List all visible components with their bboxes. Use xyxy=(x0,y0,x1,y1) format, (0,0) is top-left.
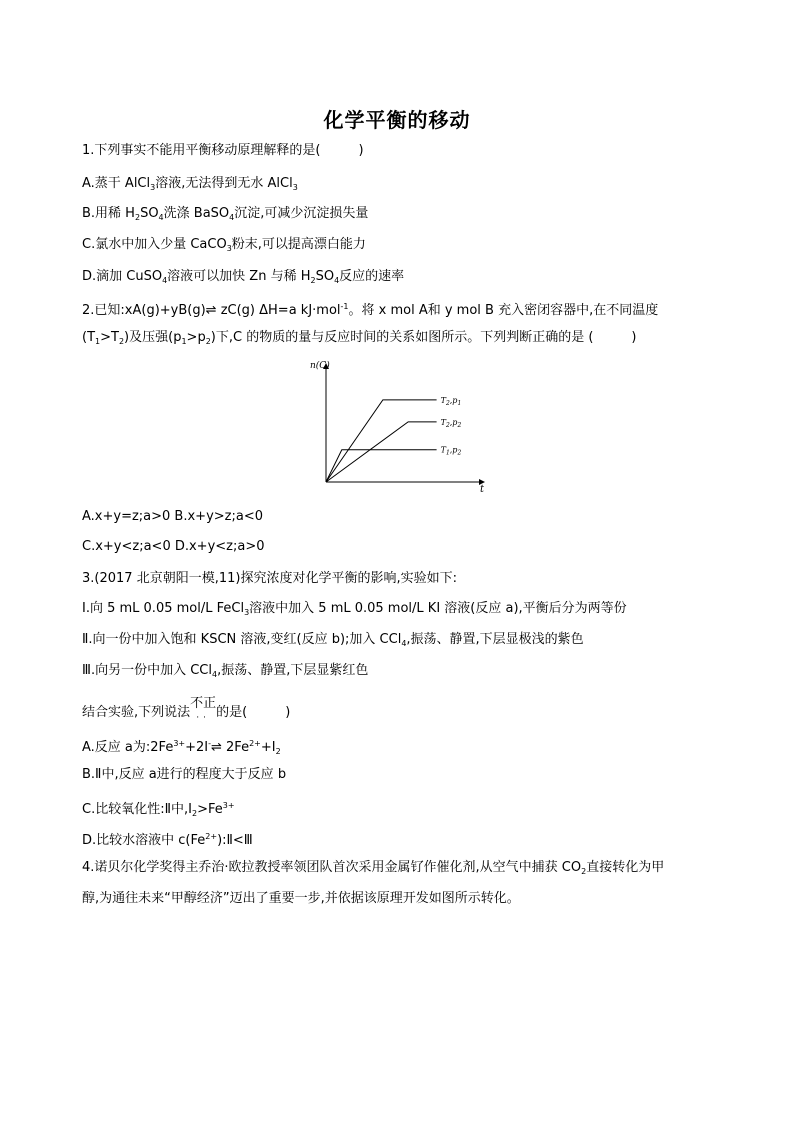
emphasis-not-correct: 不正 ·· xyxy=(190,696,217,723)
question-1-option-c: C.氯水中加入少量 CaCO$_3$粉末,可以提高漂白能力 xyxy=(82,237,366,253)
n-vs-t-chart xyxy=(306,356,496,496)
question-3-step-3: Ⅲ.向另一份中加入 CCl$_4$,振荡、静置,下层显紫红色 xyxy=(82,663,369,679)
question-3-option-a: A.反应 a为$:2Fe^{3+}+2I^-\rightleftharpoons$ $2Fe^{2+}+I_2$ xyxy=(82,739,281,756)
series-label-2: $T_2,p_2$ xyxy=(440,417,462,429)
question-3-step-2: Ⅱ.向一份中加入饱和 KSCN 溶液,变红(反应 b);加入 CCl$_4$,振荡、静置,下层显极浅的紫色 xyxy=(82,632,584,648)
page-title: 化学平衡的移动 xyxy=(323,108,471,132)
equilibrium-arrow: ⇌ xyxy=(205,303,217,318)
question-1-stem: 1.下列事实不能用平衡移动原理解释的是( ) xyxy=(82,143,364,158)
question-2-stem-line1: 2.已知:xA(g)+yB(g)⇌ zC(g) ΔH=a kJ·mol$^{-1}$。将 x mol A和 y mol B 充入密闭容器中,在不同温度 xyxy=(82,302,659,318)
question-3-stem: 3.(2017 北京朝阳一模,11)探究浓度对化学平衡的影响,实验如下: xyxy=(82,571,457,586)
question-4-stem-line2: 醇,为通往未来“甲醇经济”迈出了重要一步,并依据该原理开发如图所示转化。 xyxy=(82,891,520,906)
question-3-step-1: Ⅰ.向 5 mL 0.05 mol/L FeCl$_3$溶液中加入 5 mL 0.05 mol/L KI 溶液(反应 a),平衡后分为两等份 xyxy=(82,601,627,617)
question-3-option-b: B.Ⅱ中,反应 a进行的程度大于反应 b xyxy=(82,767,287,782)
question-4-stem-line1: 4.诺贝尔化学奖得主乔治·欧拉教授率领团队首次采用金属钌作催化剂,从空气中捕获 $CO_2$直接转化为甲 xyxy=(82,860,665,876)
question-3-option-c: C.比较氧化性:Ⅱ中$,I_2>Fe^{3+}$ xyxy=(82,801,235,818)
question-1-option-a: A.蒸干 AlCl$_3$溶液,无法得到无水 AlCl$_3$ xyxy=(82,176,298,192)
question-1-option-b: B.用稀 $H_2SO_4$洗涤 BaSO$_4$沉淀,可减少沉淀损失量 xyxy=(82,206,369,222)
question-1-option-d: D.滴加 CuSO$_4$溶液可以加快 Zn 与稀 $H_2SO_4$反应的速率 xyxy=(82,269,405,285)
series-line-2 xyxy=(326,422,437,482)
question-2-stem-line2: $(T_1>T_2)$及压强$(p_1>p_2)$下,C 的物质的量与反应时间的关系如图所示。下列判断正确的是 ( ) xyxy=(82,330,637,346)
x-axis-label: t xyxy=(480,484,485,495)
question-3-ask: 结合实验,下列说法不正 ·· 的是( ) xyxy=(82,696,291,723)
y-axis-label: n(C) xyxy=(310,361,330,371)
series-line-3 xyxy=(326,450,437,482)
series-label-3: $T_1,p_2$ xyxy=(440,445,462,457)
series-label-1: $T_2,p_1$ xyxy=(440,395,462,407)
question-3-option-d: D.比较水溶液中 $c(Fe^{2+}):Ⅱ<Ⅲ$ xyxy=(82,832,253,848)
question-2-options-ab: A.x+y=z;a>0 B.x+y>z;a<0 xyxy=(82,509,263,524)
question-2-options-cd: C.x+y<z;a<0 D.x+y<z;a>0 xyxy=(82,539,265,554)
